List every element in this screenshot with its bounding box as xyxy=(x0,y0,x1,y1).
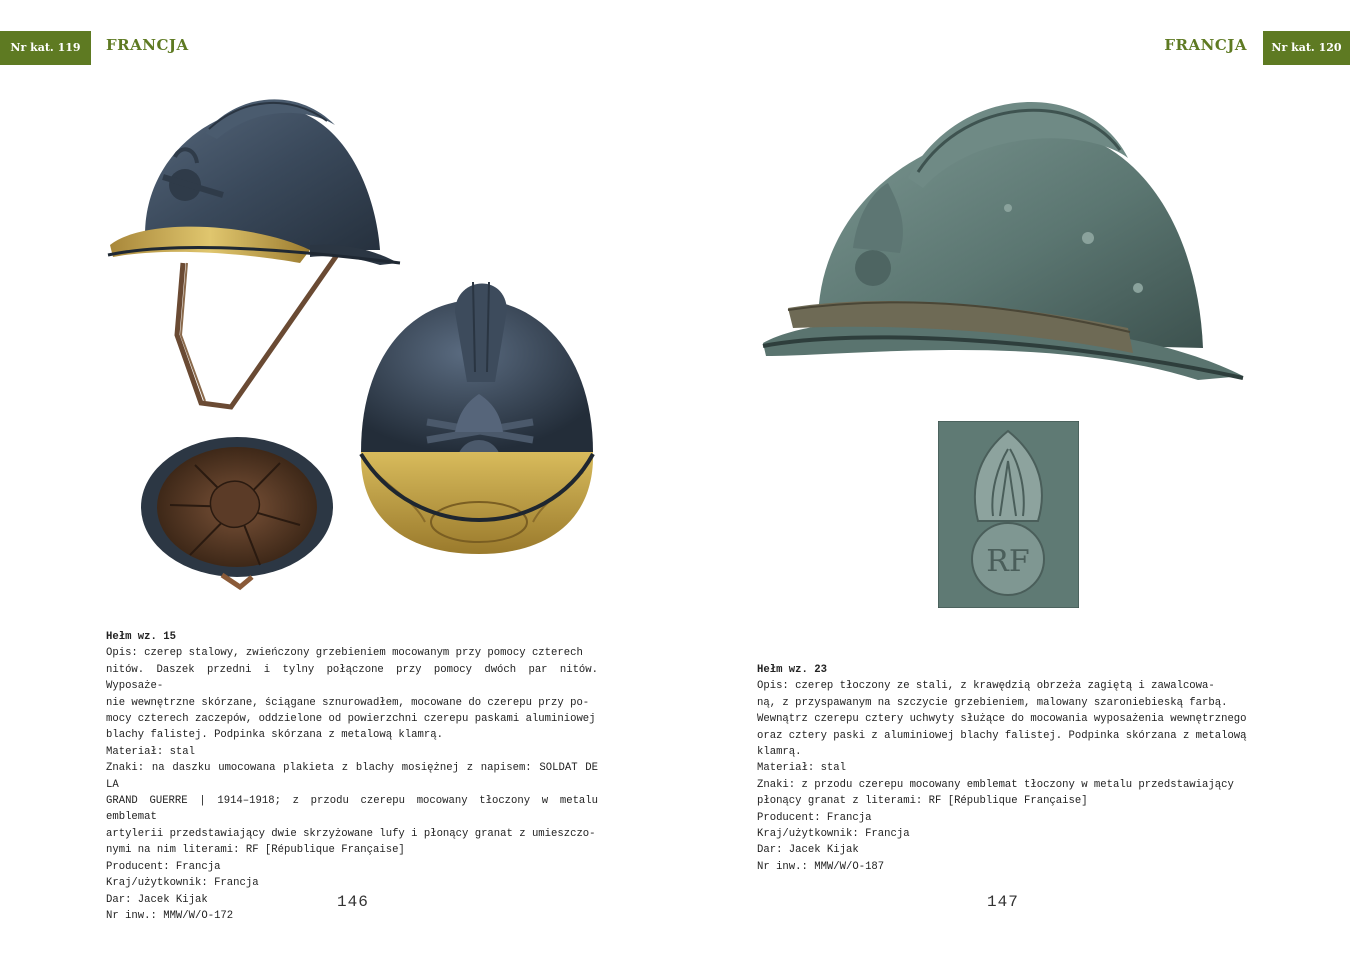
catalog-number-badge: Nr kat. 119 xyxy=(0,31,91,65)
description-line: blachy falistej. Podpinka skórzana z metalową klamrą. xyxy=(106,729,443,742)
item-description-block xyxy=(106,629,598,924)
item-title: Hełm wz. 15 xyxy=(106,631,176,643)
marks-line: GRAND GUERRE | 1914–1918; z przodu czerepu mocowany tłoczony w metalu emblemat xyxy=(106,795,598,824)
marks-line: artylerii przedstawiający dwie skrzyżowane lufy i płonący granat z umieszczo- xyxy=(106,827,596,840)
country-header: FRANCJA xyxy=(1164,36,1247,54)
country-user-line: Kraj/użytkownik: Francja xyxy=(757,828,910,841)
description-line: ną, z przyspawanym na szczycie grzebieniem, malowany szaroniebieską farbą. xyxy=(757,696,1228,709)
description-line: Opis: czerep stalowy, zwieńczony grzebieniem mocowanym przy pomocy czterech xyxy=(106,647,583,660)
item-title: Hełm wz. 23 xyxy=(757,664,827,676)
right-page xyxy=(675,0,1350,954)
item-description-block xyxy=(757,662,1247,875)
helmet-wz15-front-photo xyxy=(355,272,600,572)
inventory-number-line: Nr inw.: MMW/W/O-172 xyxy=(106,909,234,922)
description-line: klamrą. xyxy=(757,746,802,759)
helmet-wz15-interior-photo xyxy=(140,435,340,595)
description-line: mocy czterech zaczepów, oddzielone od powierzchni czerepu paskami aluminiowej xyxy=(106,713,596,726)
description-line: Opis: czerep tłoczony ze stali, z krawędzią obrzeża zagiętą i zawalcowa- xyxy=(757,680,1215,693)
marks-line: płonący granat z literami: RF [République Française] xyxy=(757,795,1088,808)
material-line: Materiał: stal xyxy=(106,745,196,758)
description-line: nie wewnętrzne skórzane, ściągane sznurowadłem, mocowane do czerepu przy po- xyxy=(106,696,590,709)
marks-line: Znaki: na daszku umocowana plakieta z blachy mosiężnej z napisem: SOLDAT DE LA xyxy=(106,762,598,791)
marks-line: Znaki: z przodu czerepu mocowany emblemat tłoczony w metalu przedstawiający xyxy=(757,778,1234,791)
page-number: 146 xyxy=(337,893,369,911)
description-line: oraz cztery paski z aluminiowej blachy falistej. Podpinka skórzana z metalową xyxy=(757,729,1247,742)
description-line: nitów. Daszek przedni i tylny połączone przy pomocy dwóch par nitów. Wyposaże- xyxy=(106,663,598,693)
producer-line: Producent: Francja xyxy=(757,811,872,824)
grenade-emblem-closeup-photo xyxy=(938,421,1079,608)
donor-line: Dar: Jacek Kijak xyxy=(757,844,859,857)
marks-line: nymi na nim literami: RF [République Française] xyxy=(106,844,405,857)
material-line: Materiał: stal xyxy=(757,762,847,775)
helmet-wz23-side-photo xyxy=(758,88,1248,393)
catalog-number-badge: Nr kat. 120 xyxy=(1263,31,1350,65)
page-number: 147 xyxy=(987,893,1019,911)
donor-line: Dar: Jacek Kijak xyxy=(106,893,208,906)
inventory-number-line: Nr inw.: MMW/W/O-187 xyxy=(757,860,885,873)
producer-line: Producent: Francja xyxy=(106,860,221,873)
country-header: FRANCJA xyxy=(106,36,189,54)
description-line: Wewnątrz czerepu cztery uchwyty służące do mocowania wyposażenia wewnętrznego xyxy=(757,713,1247,726)
country-user-line: Kraj/użytkownik: Francja xyxy=(106,877,259,890)
svg-text:RF: RF xyxy=(986,544,1030,579)
